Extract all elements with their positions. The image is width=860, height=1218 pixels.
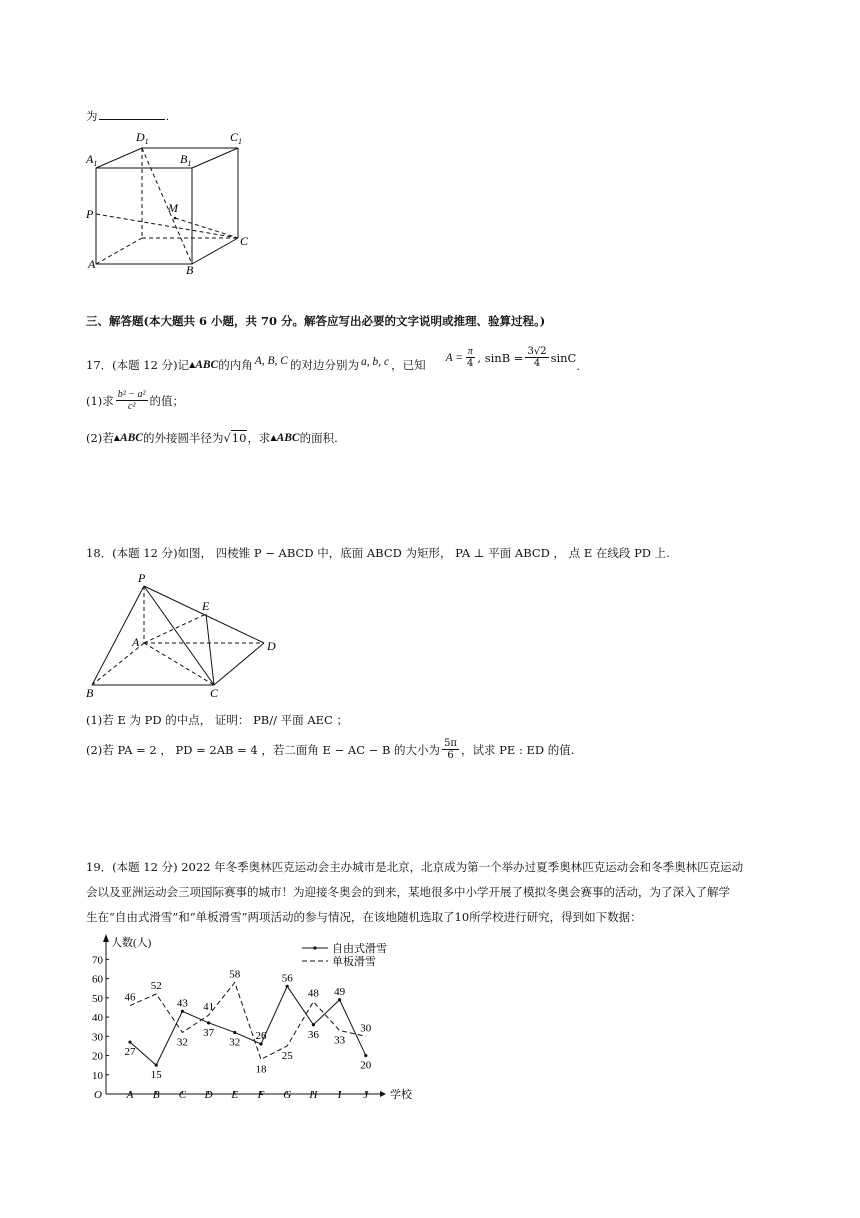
- triangle-symbol: ▲: [189, 359, 196, 369]
- label-c: C: [240, 234, 249, 248]
- data-label: 56: [281, 972, 293, 985]
- y-tick-label: 60: [92, 973, 103, 986]
- cube-edge: [192, 148, 238, 168]
- label-p: P: [138, 571, 146, 585]
- y-tick-label: 40: [92, 1012, 103, 1025]
- q18-p2-lead: (2)若 PA = 2 ， PD = 2AB = 4 ，若二面角 E − AC − B 的大小为: [86, 742, 441, 757]
- answer-blank[interactable]: [99, 108, 165, 120]
- point-m: [174, 217, 177, 220]
- y-tick-label: 20: [92, 1050, 103, 1063]
- y-axis-label: 人数(人): [111, 937, 152, 949]
- data-label: 32: [176, 1036, 188, 1049]
- data-point: [286, 985, 289, 988]
- x-tick-label: C: [178, 1089, 187, 1101]
- y-tick-label: 70: [92, 954, 103, 967]
- x-tick-label: B: [152, 1089, 160, 1101]
- edge-cd: [214, 643, 264, 685]
- data-point: [364, 1054, 367, 1057]
- data-label: 25: [281, 1049, 293, 1062]
- x-tick-label: J: [363, 1089, 369, 1101]
- x-tick-label: I: [337, 1089, 342, 1101]
- cond-a: A =: [445, 351, 464, 364]
- x-ticks: [126, 1089, 370, 1101]
- q17-condition: [445, 346, 581, 373]
- label-c: C: [210, 686, 219, 700]
- data-label: 20: [360, 1059, 372, 1072]
- p2-mid: 的外接圆半径为: [142, 431, 224, 445]
- y-tick-label: 10: [92, 1069, 103, 1082]
- p1-lead: (1)求: [86, 393, 114, 408]
- x-tick-label: F: [257, 1089, 265, 1101]
- frac-5pi-6: $\frac{5\pi}{6}$: [444, 738, 457, 761]
- data-point: [181, 1010, 184, 1013]
- pyramid-figure: [82, 570, 282, 700]
- data-label: 37: [203, 1026, 215, 1039]
- y-axis-arrow: [103, 934, 109, 942]
- data-label: 26: [255, 1030, 267, 1042]
- q17-stem: [86, 346, 581, 376]
- q18-p2-end: ，试求 PE : ED 的值.: [461, 742, 575, 757]
- q17-text3: ，已知: [391, 357, 426, 372]
- q17-part2: [86, 430, 338, 446]
- q17-lead: 17．(本题 12 分)记: [86, 357, 190, 372]
- x-tick-label: G: [283, 1089, 292, 1101]
- p2-tri-name-2: ABC: [276, 432, 300, 444]
- q17-sides: a, b, c: [360, 355, 390, 368]
- sqrt-10: √10: [223, 431, 247, 445]
- data-label: 15: [150, 1069, 162, 1082]
- data-label: 32: [229, 1036, 241, 1049]
- frac-pi-4: $\frac{\pi}{4}$: [467, 346, 474, 369]
- cube-edge: [192, 238, 238, 264]
- data-label: 36: [307, 1028, 319, 1041]
- q17-tri-name: ABC: [195, 358, 219, 371]
- p2-lead: (2)若: [86, 431, 114, 445]
- data-label: 41: [203, 1001, 215, 1014]
- data-point: [338, 998, 341, 1001]
- label-b: B: [186, 263, 194, 276]
- q18-part2: [86, 738, 574, 761]
- frac-3sqrt2-4: $\frac{3√2}{4}$: [527, 346, 547, 369]
- data-label: 30: [360, 1022, 372, 1035]
- x-tick-label: A: [126, 1089, 134, 1101]
- x-tick-label: E: [231, 1089, 239, 1101]
- data-point: [233, 1031, 236, 1034]
- data-label: 52: [150, 980, 162, 992]
- line-chart: [84, 930, 424, 1110]
- data-label: 58: [229, 968, 241, 981]
- label-d: D: [267, 639, 276, 653]
- q19-line1: 19．(本题 12 分) 2022 年冬季奥林匹克运动会主办城市是北京，北京成为第一个举办过夏季奥林匹克运动会和冬季奥林匹克运动: [86, 860, 744, 874]
- q19-line3: 生在“自由式滑雪”和“单板滑雪”两项活动的参与情况，在该地随机选取了10所学校进行研究，得到如下数据：: [86, 910, 642, 924]
- series-line-1: [130, 982, 366, 1059]
- origin-label: O: [94, 1089, 102, 1101]
- line-pc: [96, 214, 238, 238]
- label-c1: $C_1$: [230, 130, 243, 146]
- series-line-0: [130, 986, 366, 1065]
- data-point: [128, 1040, 131, 1043]
- cube-edge: [96, 148, 142, 168]
- cond-sinc: sinC: [550, 350, 577, 365]
- q16-prefix: 为: [86, 109, 98, 123]
- q16-suffix: .: [165, 109, 170, 123]
- q17-angles: A, B, C: [254, 354, 288, 367]
- q18-stem: 18．(本题 12 分)如图， 四棱锥 P − ABCD 中，底面 ABCD 为矩形， PA ⊥ 平面 ABCD ， 点 E 在线段 PD 上.: [86, 546, 670, 560]
- data-point: [259, 1042, 262, 1045]
- cube-figure: [80, 126, 260, 276]
- edge-ac: [144, 643, 214, 685]
- q17-text2: 的对边分别为: [289, 357, 359, 372]
- data-label: 49: [334, 985, 346, 998]
- label-b1: $B_1$: [180, 152, 192, 168]
- label-a1: $A_1$: [86, 152, 98, 168]
- chart-series: [125, 968, 372, 1081]
- edge-ab: [92, 643, 144, 685]
- cond-end: .: [576, 358, 581, 373]
- data-point: [207, 1021, 210, 1024]
- q16-answer-line: [86, 108, 169, 124]
- p1-end: 的值；: [149, 393, 185, 408]
- legend-label-0: 自由式滑雪: [332, 943, 387, 955]
- legend-marker: [313, 946, 316, 949]
- label-a: A: [132, 635, 140, 649]
- edge-ae: [144, 614, 206, 643]
- label-e: E: [202, 599, 210, 613]
- data-label: 46: [124, 991, 136, 1004]
- data-label: 48: [307, 987, 319, 1000]
- hidden-edge: [96, 238, 142, 264]
- data-label: 27: [124, 1046, 136, 1059]
- label-p: P: [86, 207, 94, 221]
- q19-line2: 会以及亚洲运动会三项国际赛事的城市！为迎接冬奥会的到来，某地很多中小学开展了模拟冬奥会赛事的活动，为了深入了解学: [86, 885, 730, 899]
- frac-b2a2-c2: $\frac{\text{b² − a²}}{\text{c²}}$: [117, 389, 146, 412]
- data-label: 43: [176, 997, 188, 1010]
- x-axis-arrow: [380, 1091, 386, 1097]
- x-axis-label: 学校: [390, 1089, 412, 1101]
- edge-ec: [206, 614, 214, 685]
- triangle-symbol: ▲: [270, 433, 277, 442]
- data-point: [312, 1023, 315, 1026]
- y-tick-label: 30: [92, 1031, 103, 1044]
- data-point: [155, 1064, 158, 1067]
- data-label: 18: [255, 1063, 267, 1076]
- y-tick-label: 50: [92, 992, 103, 1005]
- legend-label-1: 单板滑雪: [332, 956, 376, 968]
- label-m: M: [168, 201, 178, 215]
- chart-legend: [302, 941, 387, 968]
- cond-sinb: , sinB =: [477, 350, 524, 365]
- label-d1: $D_1$: [136, 130, 149, 146]
- p2-end: 的面积.: [299, 431, 338, 445]
- label-b: B: [86, 686, 94, 700]
- x-tick-label: H: [309, 1089, 318, 1101]
- data-label: 33: [334, 1034, 346, 1047]
- line-mc: [175, 218, 238, 238]
- q17-text1: 的内角: [218, 357, 253, 372]
- q17-part1: [86, 389, 184, 412]
- x-tick-label: D: [204, 1089, 213, 1101]
- triangle-symbol: ▲: [113, 433, 120, 442]
- label-a: A: [88, 257, 96, 271]
- q18-part1: (1)若 E 为 PD 的中点， 证明： PB// 平面 AEC ；: [86, 713, 348, 727]
- section-title: 三、解答题(本大题共 6 小题，共 70 分。解答应写出必要的文字说明或推理、验算过程。): [86, 314, 546, 328]
- p2-tri-name: ABC: [119, 432, 143, 444]
- p2-mid2: ，求: [247, 431, 271, 445]
